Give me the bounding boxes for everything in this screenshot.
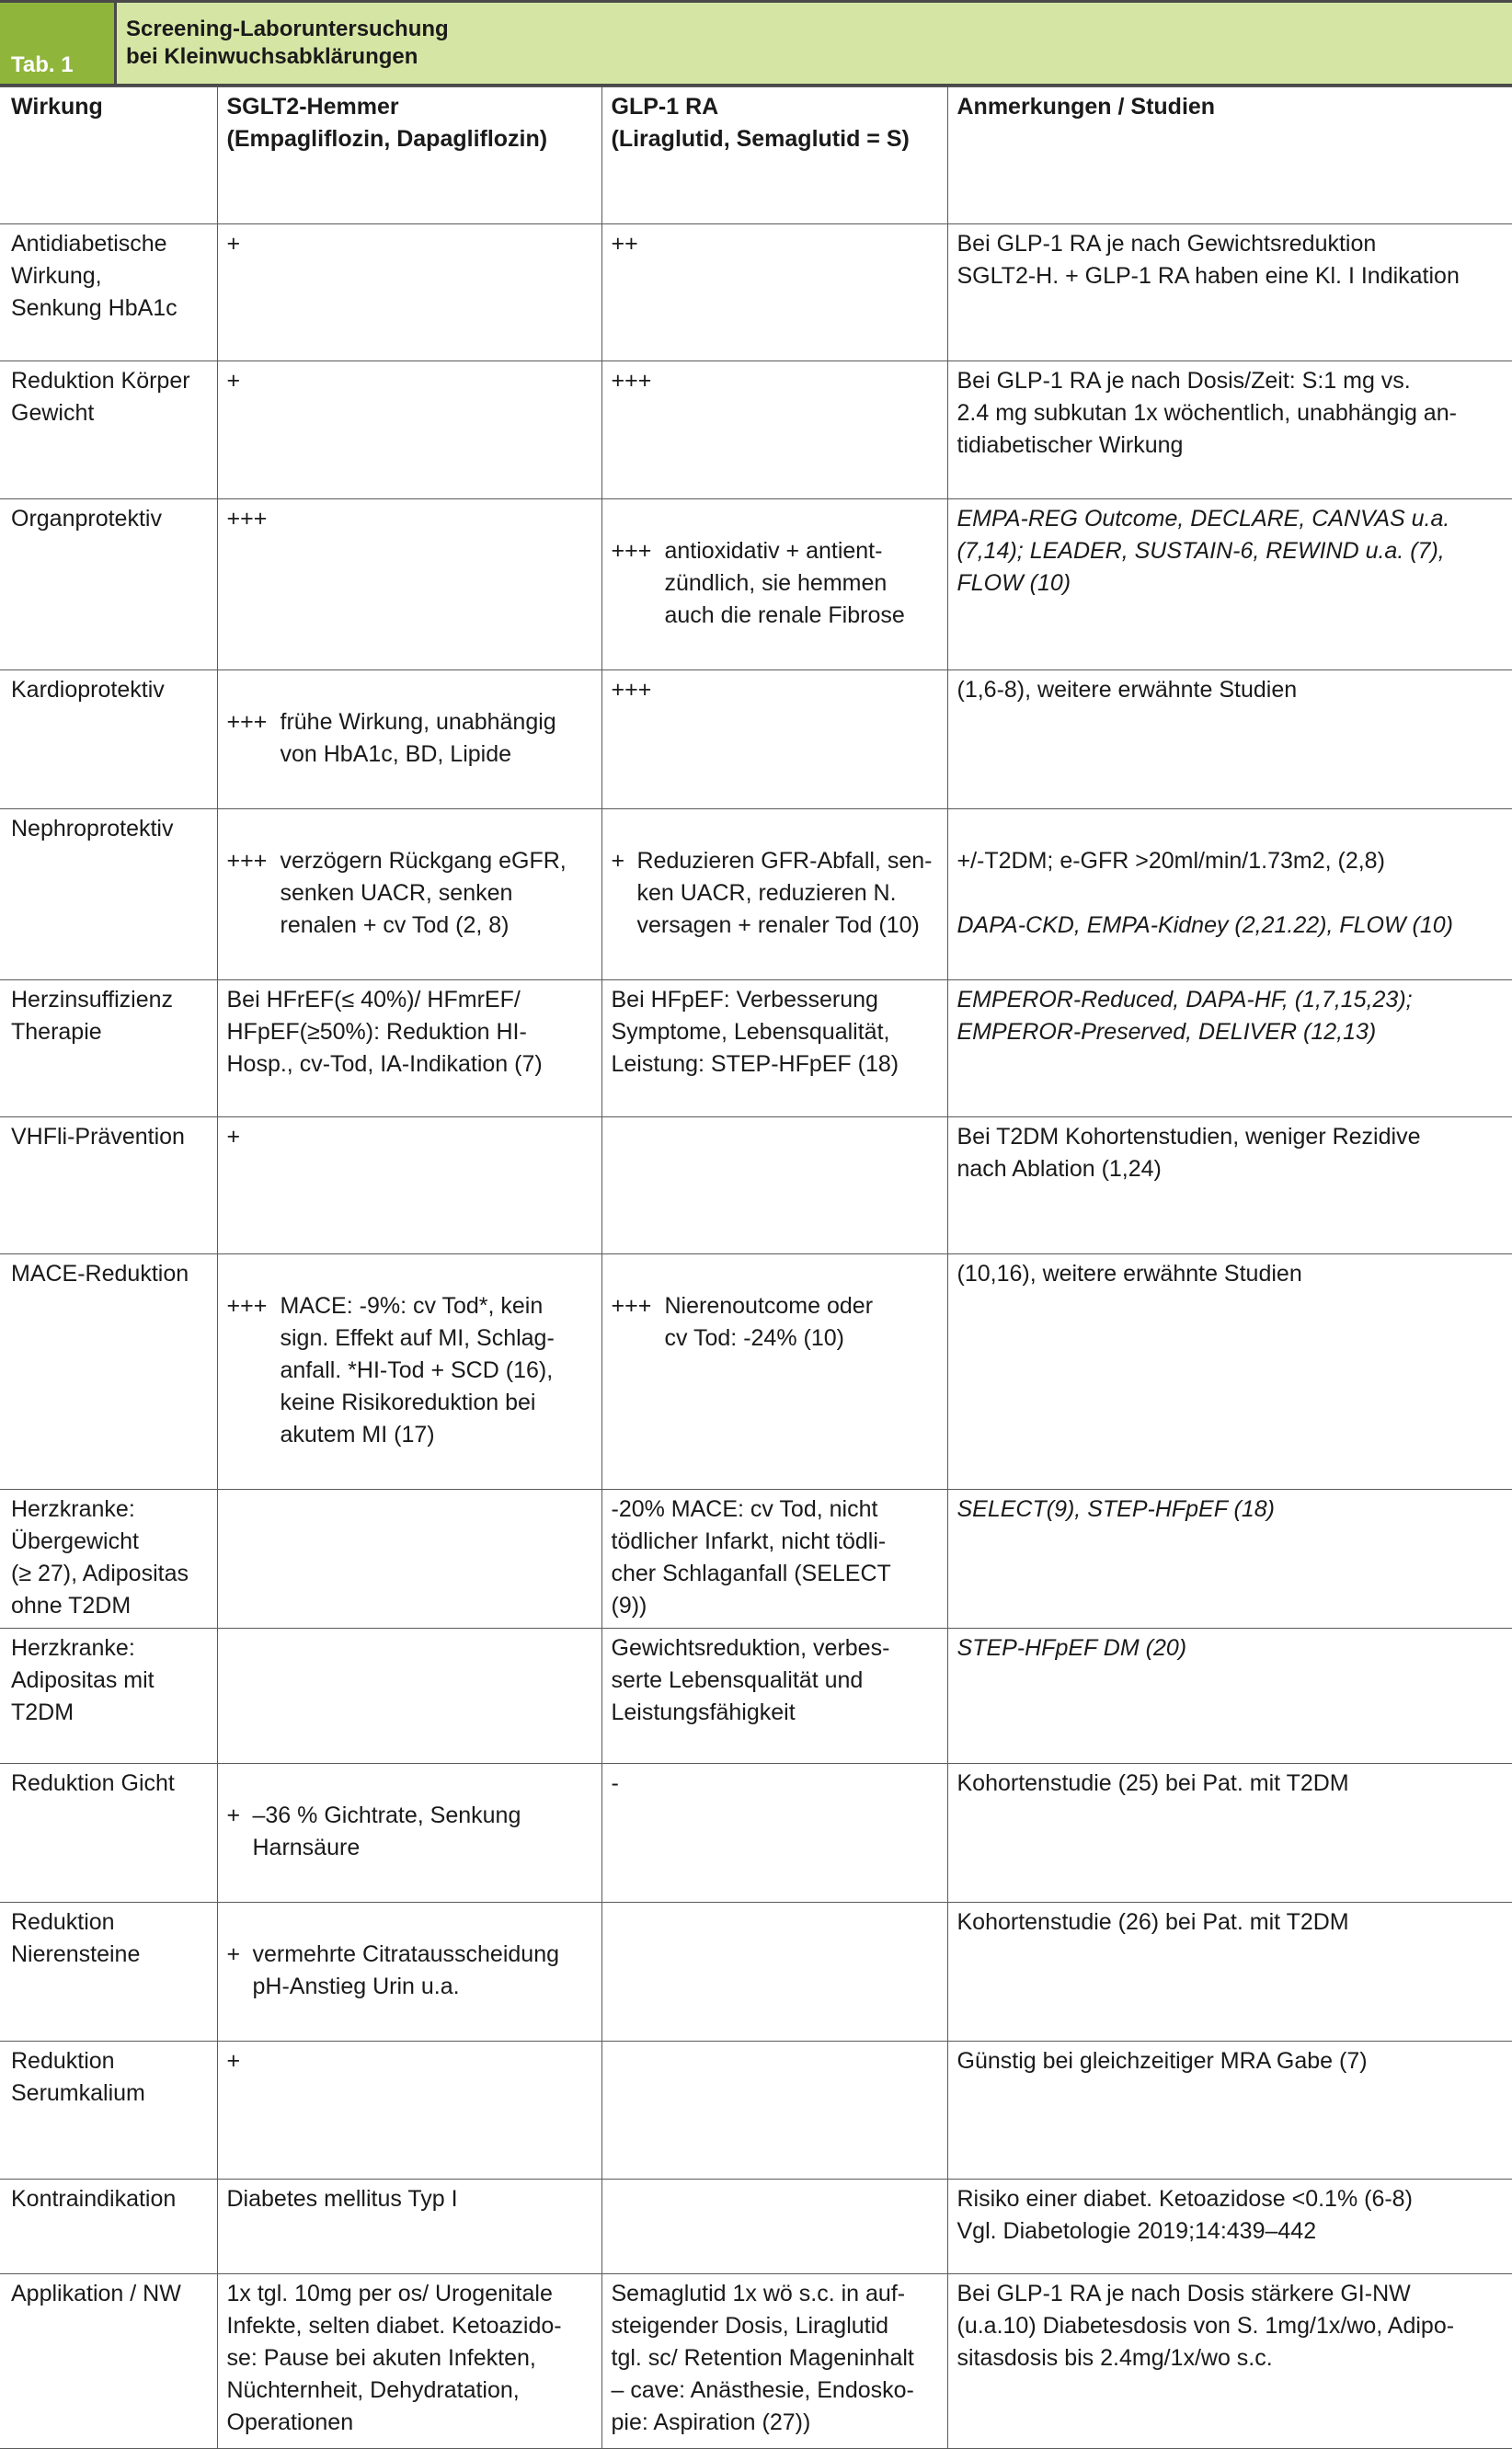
cell-glp1 bbox=[601, 499, 947, 670]
cell-notes: (1,6-8), weitere erwähnte Studien bbox=[947, 670, 1512, 809]
cell-notes: (10,16), weitere erwähnte Studien bbox=[947, 1254, 1512, 1490]
cell-wirkung: Applikation / NW bbox=[0, 2274, 217, 2449]
cell-glp1: -20% MACE: cv Tod, nicht tödlicher Infarkt, nicht tödli- cher Schlaganfall (SELECT (9)) bbox=[601, 1490, 947, 1629]
cell-glp1 bbox=[601, 1903, 947, 2042]
cell-wirkung: Herzkranke: Adipositas mit T2DM bbox=[0, 1629, 217, 1764]
cell-wirkung: Organprotektiv bbox=[0, 499, 217, 670]
cell-sglt2: + bbox=[217, 2042, 601, 2180]
notes-line-studies: DAPA-CKD, EMPA-Kidney (2,21.22), FLOW (10) bbox=[956, 912, 1454, 938]
rating-text: Reduzieren GFR-Abfall, sen- ken UACR, reduzieren N. versagen + renaler Tod (10) bbox=[636, 848, 933, 938]
cell-wirkung: Reduktion Gicht bbox=[0, 1764, 217, 1903]
table-row bbox=[0, 1490, 1512, 1629]
rating-symbol: +++ bbox=[611, 1293, 652, 1319]
rating-text: MACE: -9%: cv Tod*, kein sign. Effekt auf MI, Schlag- anfall. *HI-Tod + SCD (16), keine Risikoreduktion bei akutem MI (17) bbox=[280, 1293, 555, 1448]
table-row bbox=[0, 361, 1512, 499]
table-row bbox=[0, 1903, 1512, 2042]
rating-symbol: + bbox=[226, 1941, 241, 1967]
cell-wirkung: VHFli-Prävention bbox=[0, 1117, 217, 1254]
table-title-line2: bei Kleinwuchsabklärungen bbox=[126, 44, 418, 69]
cell-wirkung: Reduktion Körper Gewicht bbox=[0, 361, 217, 499]
cell-wirkung: Antidiabetische Wirkung, Senkung HbA1c bbox=[0, 224, 217, 361]
comparison-table bbox=[0, 86, 1512, 2449]
table-title-line1: Screening-Laboruntersuchung bbox=[126, 17, 449, 41]
rating-text: antioxidativ + antient- zündlich, sie hemmen auch die renale Fibrose bbox=[664, 538, 905, 628]
table-title bbox=[114, 3, 1512, 84]
table-caption bbox=[0, 0, 1512, 86]
cell-sglt2: Diabetes mellitus Typ I bbox=[217, 2180, 601, 2274]
rating-text: verzögern Rückgang eGFR, senken UACR, senken renalen + cv Tod (2, 8) bbox=[280, 848, 567, 938]
header-row bbox=[0, 87, 1512, 224]
table-row bbox=[0, 2042, 1512, 2180]
cell-glp1: Bei HFpEF: Verbesserung Symptome, Lebensqualität, Leistung: STEP-HFpEF (18) bbox=[601, 980, 947, 1117]
cell-notes: Kohortenstudie (25) bei Pat. mit T2DM bbox=[947, 1764, 1512, 1903]
hanging-entry bbox=[227, 845, 592, 942]
table-row bbox=[0, 224, 1512, 361]
cell-notes: Bei GLP-1 RA je nach Dosis/Zeit: S:1 mg vs. 2.4 mg subkutan 1x wöchentlich, unabhängig an- tidiabetischer Wirkung bbox=[947, 361, 1512, 499]
cell-glp1 bbox=[601, 1117, 947, 1254]
header-notes: Anmerkungen / Studien bbox=[947, 87, 1512, 224]
rating-text: frühe Wirkung, unabhängig von HbA1c, BD, Lipide bbox=[280, 709, 556, 767]
rating-symbol: +++ bbox=[226, 709, 268, 735]
cell-sglt2 bbox=[217, 1764, 601, 1903]
table-row bbox=[0, 1629, 1512, 1764]
cell-notes: Bei GLP-1 RA je nach Dosis stärkere GI-NW (u.a.10) Diabetesdosis von S. 1mg/1x/wo, Adipo- sitasdosis bis 2.4mg/1x/wo s.c. bbox=[947, 2274, 1512, 2449]
hanging-entry bbox=[227, 1939, 592, 2003]
header-glp1: GLP-1 RA (Liraglutid, Semaglutid = S) bbox=[601, 87, 947, 224]
cell-notes: SELECT(9), STEP-HFpEF (18) bbox=[947, 1490, 1512, 1629]
cell-notes bbox=[947, 809, 1512, 980]
table-number-label: Tab. 1 bbox=[0, 3, 114, 84]
notes-line: +/-T2DM; e-GFR >20ml/min/1.73m2, (2,8) bbox=[956, 848, 1385, 874]
rating-symbol: + bbox=[226, 1802, 241, 1828]
cell-notes: EMPA-REG Outcome, DECLARE, CANVAS u.a. (7,14); LEADER, SUSTAIN-6, REWIND u.a. (7), FLOW (10) bbox=[947, 499, 1512, 670]
cell-wirkung: Reduktion Nierensteine bbox=[0, 1903, 217, 2042]
cell-notes: Bei T2DM Kohortenstudien, weniger Rezidive nach Ablation (1,24) bbox=[947, 1117, 1512, 1254]
table-row bbox=[0, 2180, 1512, 2274]
cell-glp1 bbox=[601, 1254, 947, 1490]
cell-sglt2: Bei HFrEF(≤ 40%)/ HFmrEF/ HFpEF(≥50%): Reduktion HI- Hosp., cv-Tod, IA-Indikation (7) bbox=[217, 980, 601, 1117]
cell-sglt2: + bbox=[217, 361, 601, 499]
hanging-entry bbox=[612, 1290, 938, 1355]
cell-wirkung: MACE-Reduktion bbox=[0, 1254, 217, 1490]
header-sglt2: SGLT2-Hemmer (Empagliflozin, Dapagliflozin) bbox=[217, 87, 601, 224]
table-row bbox=[0, 1117, 1512, 1254]
cell-glp1 bbox=[601, 809, 947, 980]
rating-text: –36 % Gichtrate, Senkung Harnsäure bbox=[252, 1802, 521, 1860]
cell-notes: Kohortenstudie (26) bei Pat. mit T2DM bbox=[947, 1903, 1512, 2042]
cell-sglt2 bbox=[217, 1254, 601, 1490]
table-row bbox=[0, 499, 1512, 670]
table-row bbox=[0, 809, 1512, 980]
cell-glp1: Gewichtsreduktion, verbes- serte Lebensqualität und Leistungsfähigkeit bbox=[601, 1629, 947, 1764]
cell-notes: Risiko einer diabet. Ketoazidose <0.1% (6-8) Vgl. Diabetologie 2019;14:439–442 bbox=[947, 2180, 1512, 2274]
cell-glp1 bbox=[601, 2180, 947, 2274]
cell-sglt2 bbox=[217, 670, 601, 809]
cell-glp1: Semaglutid 1x wö s.c. in auf- steigender Dosis, Liraglutid tgl. sc/ Retention Mageninhalt – cave: Anästhesie, Endosko- pie: Aspiration (27)) bbox=[601, 2274, 947, 2449]
cell-sglt2 bbox=[217, 809, 601, 980]
cell-sglt2 bbox=[217, 1903, 601, 2042]
cell-glp1: +++ bbox=[601, 670, 947, 809]
cell-notes: EMPEROR-Reduced, DAPA-HF, (1,7,15,23); EMPEROR-Preserved, DELIVER (12,13) bbox=[947, 980, 1512, 1117]
rating-symbol: + bbox=[611, 848, 625, 874]
table-row bbox=[0, 1254, 1512, 1490]
rating-text: Nierenoutcome oder cv Tod: -24% (10) bbox=[664, 1293, 874, 1351]
cell-glp1 bbox=[601, 2042, 947, 2180]
cell-wirkung: Kardioprotektiv bbox=[0, 670, 217, 809]
hanging-entry bbox=[612, 535, 938, 632]
hanging-entry bbox=[612, 845, 938, 942]
cell-wirkung: Reduktion Serumkalium bbox=[0, 2042, 217, 2180]
cell-sglt2 bbox=[217, 1629, 601, 1764]
cell-glp1: +++ bbox=[601, 361, 947, 499]
cell-glp1: ++ bbox=[601, 224, 947, 361]
cell-wirkung: Herzkranke: Übergewicht (≥ 27), Adipositas ohne T2DM bbox=[0, 1490, 217, 1629]
cell-wirkung: Nephroprotektiv bbox=[0, 809, 217, 980]
hanging-entry bbox=[227, 1800, 592, 1864]
cell-glp1: - bbox=[601, 1764, 947, 1903]
cell-sglt2 bbox=[217, 1490, 601, 1629]
rating-symbol: +++ bbox=[611, 538, 652, 564]
cell-notes: Bei GLP-1 RA je nach Gewichtsreduktion SGLT2-H. + GLP-1 RA haben eine Kl. I Indikation bbox=[947, 224, 1512, 361]
cell-sglt2: +++ bbox=[217, 499, 601, 670]
table-row bbox=[0, 1764, 1512, 1903]
hanging-entry bbox=[227, 706, 592, 771]
cell-sglt2: + bbox=[217, 1117, 601, 1254]
table-row bbox=[0, 980, 1512, 1117]
cell-sglt2: + bbox=[217, 224, 601, 361]
rating-symbol: +++ bbox=[226, 848, 268, 874]
table-row bbox=[0, 2274, 1512, 2449]
table-row bbox=[0, 670, 1512, 809]
cell-wirkung: Herzinsuffizienz Therapie bbox=[0, 980, 217, 1117]
hanging-entry bbox=[227, 1290, 592, 1451]
cell-notes: Günstig bei gleichzeitiger MRA Gabe (7) bbox=[947, 2042, 1512, 2180]
rating-text: vermehrte Citratausscheidung pH-Anstieg Urin u.a. bbox=[252, 1941, 559, 1999]
rating-symbol: +++ bbox=[226, 1293, 268, 1319]
cell-notes: STEP-HFpEF DM (20) bbox=[947, 1629, 1512, 1764]
header-wirkung: Wirkung bbox=[0, 87, 217, 224]
cell-sglt2: 1x tgl. 10mg per os/ Urogenitale Infekte, selten diabet. Ketoazido- se: Pause bei akuten Infekten, Nüchternheit, Dehydratation, Operationen bbox=[217, 2274, 601, 2449]
cell-wirkung: Kontraindikation bbox=[0, 2180, 217, 2274]
